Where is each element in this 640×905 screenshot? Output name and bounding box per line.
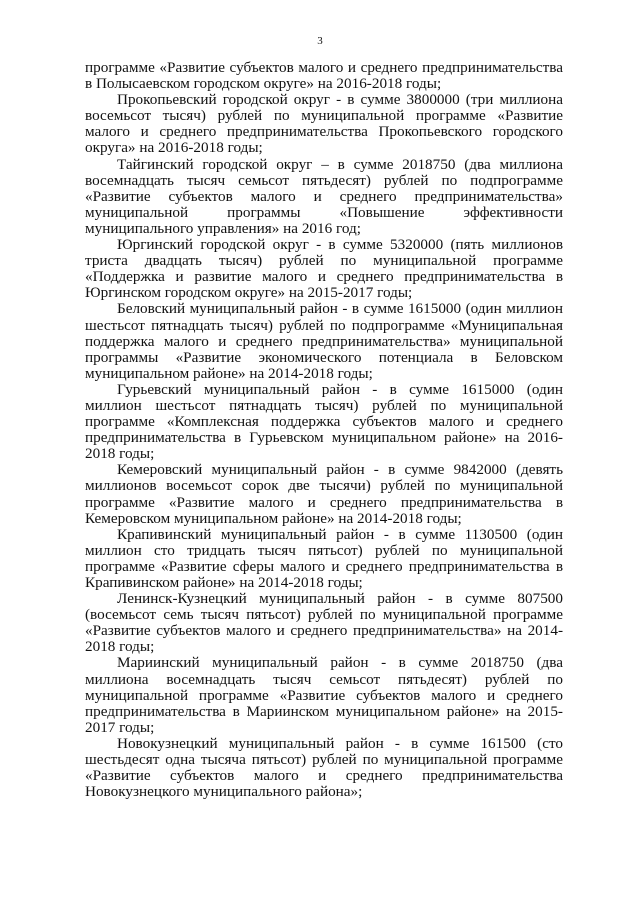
document-body	[85, 60, 563, 800]
paragraph-prokopyevsk: Прокопьевский городской округ - в сумме 3800000 (три миллиона восемьсот тысяч) рублей по муниципальной программе «Развитие малого и среднего предпринимательства Прокопьевского городского округа» на 2016-2018 годы;	[85, 91, 563, 157]
paragraph-kemerovo: Кемеровский муниципальный район - в сумме 9842000 (девять миллионов восемьсот сорок две тысячи) рублей по муниципальной программе «Развитие малого и среднего предпринимательства в Кемеровском муниципальном районе» на 2014-2018 годы;	[85, 461, 563, 527]
paragraph-yurga: Юргинский городской округ - в сумме 5320000 (пять миллионов триста двадцать тысяч) рублей по муниципальной программе «Поддержка и развитие малого и среднего предпринимательства в Юргинском городском округе» на 2015-2017 годы;	[85, 236, 563, 302]
paragraph-tayga: Тайгинский городской округ – в сумме 2018750 (два миллиона восемнадцать тысяч семьсот пятьдесят) рублей по подпрограмме «Развитие субъектов малого и среднего предпринимательства» муниципальной программы «Повышение эффективности муниципального управления» на 2016 год;	[85, 155, 563, 237]
paragraph-polysaevo-continuation: программе «Развитие субъектов малого и среднего предпринимательства в Полысаевском городском округе» на 2016-2018 годы;	[85, 59, 563, 93]
page-number: 3	[317, 35, 323, 47]
paragraph-krapivinsky: Крапивинский муниципальный район - в сумме 1130500 (один миллион сто тридцать тысяч пятьсот) рублей по муниципальной программе «Развитие сферы малого и среднего предпринимательства в Крапивинском районе» на 2014-2018 годы;	[85, 525, 563, 591]
paragraph-gurievsk: Гурьевский муниципальный район - в сумме 1615000 (один миллион шестьсот пятнадцать тысяч) рублей по муниципальной программе «Комплексная поддержка субъектов малого и среднего предпринимательства в Гурьевском муниципальном районе» на 2016-2018 годы;	[85, 380, 563, 463]
paragraph-novokuznetsk: Новокузнецкий муниципальный район - в сумме 161500 (сто шестьдесят одна тысяча пятьсот) рублей по муниципальной программе «Развитие субъектов малого и среднего предпринимательства Новокузнецкого муниципального района»;	[85, 734, 563, 801]
paragraph-mariinsk: Мариинский муниципальный район - в сумме 2018750 (два миллиона восемнадцать тысяч семьсот пятьдесят) рублей по муниципальной программе «Развитие субъектов малого и среднего предпринимательства в Мариинском муниципальном районе» на 2015-2017 годы;	[85, 654, 563, 736]
paragraph-belovo: Беловский муниципальный район - в сумме 1615000 (один миллион шестьсот пятнадцать тысяч) рублей по подпрограмме «Муниципальная поддержка малого и среднего предпринимательства» муниципальной программы «Развитие экономического потенциала в Беловском муниципальном районе» на 2014-2018 годы;	[85, 300, 563, 382]
paragraph-leninsk-kuznetsky: Ленинск-Кузнецкий муниципальный район - в сумме 807500 (восемьсот семь тысяч пятьсот) рублей по муниципальной программе «Развитие субъектов малого и среднего предпринимательства» на 2014-2018 годы;	[85, 590, 563, 656]
